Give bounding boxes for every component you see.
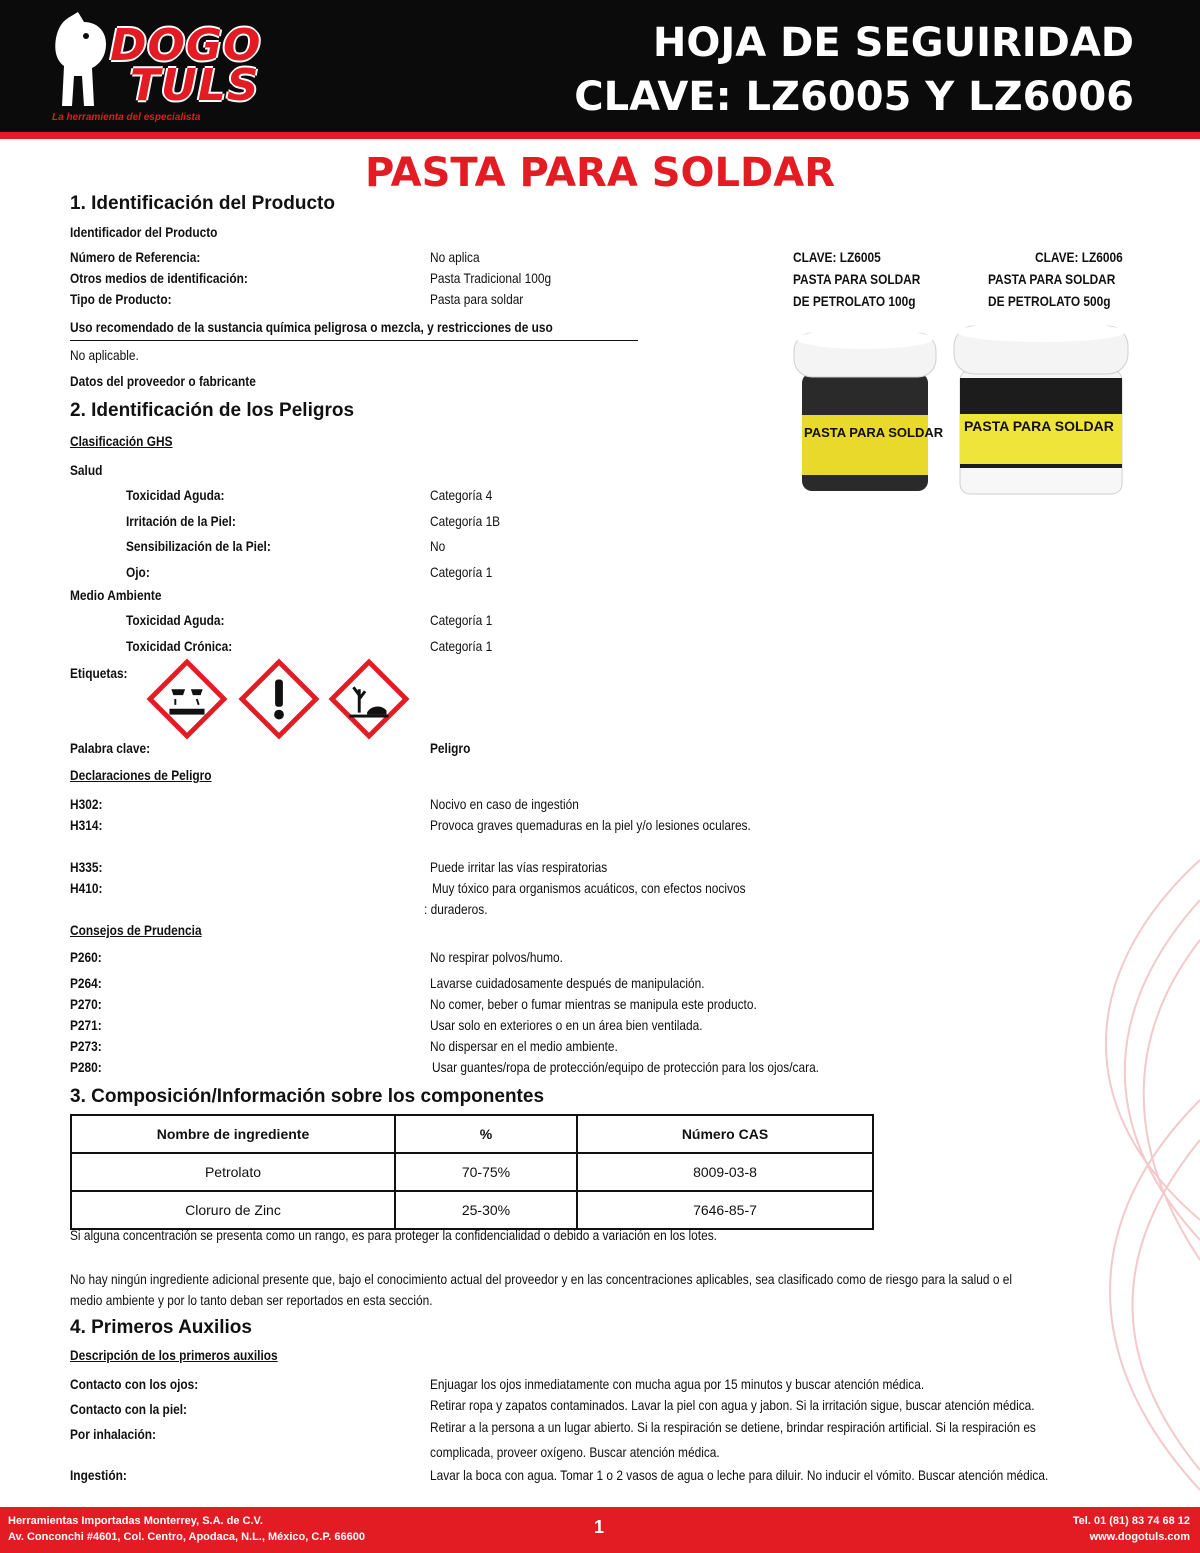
- logo-word-tuls: TULS: [130, 60, 260, 111]
- product-1-clave: CLAVE: LZ6005: [793, 249, 881, 265]
- s3-note-1: Si alguna concentración se presenta como un rango, es para proteger la confidencialidad o debido a variación en los lotes.: [70, 1227, 717, 1243]
- jar-1-label: PASTA PARA SOLDAR: [804, 425, 944, 440]
- s1-row-label: Otros medios de identificación:: [70, 270, 248, 286]
- s1-row-value: No aplica: [430, 249, 480, 265]
- table-cell: Petrolato: [71, 1153, 395, 1191]
- first-aid-label: Contacto con la piel:: [70, 1401, 188, 1417]
- hazard-code: H335:: [70, 859, 103, 875]
- s2-env-label: Toxicidad Crónica:: [126, 638, 233, 654]
- s2-labels: Etiquetas:: [70, 665, 128, 681]
- hazard-code: H410:: [70, 880, 103, 896]
- s2-env: Medio Ambiente: [70, 587, 162, 603]
- s2-signal-label: Palabra clave:: [70, 740, 151, 756]
- s2-health-value: No: [430, 538, 446, 554]
- product-1-line2: DE PETROLATO 100g: [793, 293, 916, 309]
- dog-logo-icon: [48, 10, 118, 114]
- s2-hazard-heading: Declaraciones de Peligro: [70, 767, 212, 783]
- precaution-code: P273:: [70, 1038, 102, 1054]
- table-row: [71, 1153, 873, 1191]
- s2-health-label: Sensibilización de la Piel:: [126, 538, 271, 554]
- s2-signal-value: Peligro: [430, 740, 471, 756]
- precaution-text: No respirar polvos/humo.: [430, 949, 563, 965]
- s1-row-value: Pasta para soldar: [430, 291, 524, 307]
- header-accent-strip: [0, 132, 1200, 139]
- s1-row-value: Pasta Tradicional 100g: [430, 270, 552, 286]
- page-title: PASTA PARA SOLDAR: [364, 150, 836, 196]
- table-header: Nombre de ingrediente: [71, 1115, 395, 1153]
- s1-row-label: Tipo de Producto:: [70, 291, 172, 307]
- s2-env-value: Categoría 1: [430, 612, 493, 628]
- precaution-code: P271:: [70, 1017, 102, 1033]
- s2-health-label: Ojo:: [126, 564, 150, 580]
- s2-precaution-heading: Consejos de Prudencia: [70, 922, 202, 938]
- first-aid-label: Contacto con los ojos:: [70, 1376, 199, 1392]
- product-2-line2: DE PETROLATO 500g: [988, 293, 1111, 309]
- first-aid-label: Por inhalación:: [70, 1426, 156, 1442]
- header-title-line1: HOJA DE SEGUIRIDAD: [652, 20, 1134, 66]
- header-title-line2: CLAVE: LZ6005 Y LZ6006: [574, 74, 1134, 120]
- precaution-text: Usar solo en exteriores o en un área bien ventilada.: [430, 1017, 703, 1033]
- exclamation-icon: [240, 660, 318, 738]
- section-4-title: 4. Primeros Auxilios: [70, 1317, 252, 1338]
- section-3-title: 3. Composición/Información sobre los componentes: [70, 1086, 545, 1107]
- page-footer: [0, 1507, 1200, 1553]
- section-1-title: 1. Identificación del Producto: [70, 193, 335, 214]
- s2-env-value: Categoría 1: [430, 638, 493, 654]
- hazard-code: H302:: [70, 796, 103, 812]
- table-cell: 8009-03-8: [577, 1153, 873, 1191]
- first-aid-label: Ingestión:: [70, 1467, 127, 1483]
- table-cell: 70-75%: [395, 1153, 577, 1191]
- s2-env-label: Toxicidad Aguda:: [126, 612, 225, 628]
- first-aid-text-continued: complicada, proveer oxígeno. Buscar atención médica.: [430, 1444, 720, 1460]
- logo-tagline: La herramienta del especialista: [52, 112, 201, 123]
- composition-table: [70, 1114, 874, 1230]
- page-number: 1: [594, 1517, 605, 1537]
- logo-word-dogo: DOGO: [110, 20, 262, 71]
- first-aid-text: Retirar ropa y zapatos contaminados. Lavar la piel con agua y jabon. Si la irritación sigue, buscar atención médica.: [430, 1397, 1035, 1413]
- s2-ghs: Clasificación GHS: [70, 433, 173, 449]
- product-1-line1: PASTA PARA SOLDAR: [793, 271, 921, 287]
- first-aid-text: Enjuagar los ojos inmediatamente con mucha agua por 15 minutos y buscar atención médica.: [430, 1376, 925, 1392]
- s1-row-label: Número de Referencia:: [70, 249, 201, 265]
- s2-health: Salud: [70, 462, 103, 478]
- environment-icon: [330, 660, 408, 738]
- precaution-text: Lavarse cuidadosamente después de manipulación.: [430, 975, 705, 991]
- s4-subtitle: Descripción de los primeros auxilios: [70, 1347, 278, 1363]
- footer-company: Herramientas Importadas Monterrey, S.A. de C.V.: [8, 1515, 263, 1527]
- corrosion-icon: [148, 660, 226, 738]
- table-cell: Cloruro de Zinc: [71, 1191, 395, 1229]
- decorative-background-lines: [940, 800, 1200, 1500]
- s1-use-value: No aplicable.: [70, 347, 139, 363]
- precaution-code: P260:: [70, 949, 102, 965]
- precaution-text: No dispersar en el medio ambiente.: [430, 1038, 618, 1054]
- hazard-code: H314:: [70, 817, 103, 833]
- footer-website: www.dogotuls.com: [1089, 1531, 1190, 1543]
- precaution-text: Usar guantes/ropa de protección/equipo de protección para los ojos/cara.: [432, 1059, 819, 1075]
- precaution-code: P264:: [70, 975, 102, 991]
- hazard-text: Provoca graves quemaduras en la piel y/o lesiones oculares.: [430, 817, 751, 833]
- precaution-code: P270:: [70, 996, 102, 1012]
- hazard-text: Muy tóxico para organismos acuáticos, con efectos nocivos: [432, 880, 746, 896]
- footer-address: Av. Conconchi #4601, Col. Centro, Apodaca, N.L., México, C.P. 66600: [8, 1531, 365, 1543]
- product-2-line1: PASTA PARA SOLDAR: [988, 271, 1116, 287]
- product-jar-500g: [950, 318, 1132, 498]
- s2-health-value: Categoría 1: [430, 564, 493, 580]
- hazard-text: Nocivo en caso de ingestión: [430, 796, 579, 812]
- table-header: %: [395, 1115, 577, 1153]
- s1-supplier: Datos del proveedor o fabricante: [70, 373, 256, 389]
- s1-subtitle: Identificador del Producto: [70, 224, 218, 240]
- s2-health-value: Categoría 1B: [430, 513, 501, 529]
- table-row: [71, 1191, 873, 1229]
- divider: [70, 340, 638, 341]
- precaution-code: P280:: [70, 1059, 102, 1075]
- jar-2-label: PASTA PARA SOLDAR: [964, 418, 1114, 434]
- first-aid-text: Retirar a la persona a un lugar abierto. Si la respiración se detiene, brindar respiración artificial. Si la respiración es: [430, 1419, 1036, 1435]
- precaution-text: No comer, beber o fumar mientras se manipula este producto.: [430, 996, 757, 1012]
- hazard-text: Puede irritar las vías respiratorias: [430, 859, 608, 875]
- s2-health-value: Categoría 4: [430, 487, 493, 503]
- table-header: Número CAS: [577, 1115, 873, 1153]
- footer-phone: Tel. 01 (81) 83 74 68 12: [1072, 1515, 1190, 1527]
- product-2-clave: CLAVE: LZ6006: [1035, 249, 1123, 265]
- page-header: [0, 0, 1200, 132]
- first-aid-text: Lavar la boca con agua. Tomar 1 o 2 vasos de agua o leche para diluir. No inducir el vómito. Buscar atención médica.: [430, 1467, 1049, 1483]
- table-cell: 7646-85-7: [577, 1191, 873, 1229]
- s2-health-label: Toxicidad Aguda:: [126, 487, 225, 503]
- section-2-title: 2. Identificación de los Peligros: [70, 400, 355, 421]
- table-cell: 25-30%: [395, 1191, 577, 1229]
- s1-use-heading: Uso recomendado de la sustancia química peligrosa o mezcla, y restricciones de uso: [70, 319, 553, 335]
- hazard-text-continued: : duraderos.: [424, 901, 488, 917]
- table-header-row: [71, 1115, 873, 1153]
- s3-note-2a: No hay ningún ingrediente adicional presente que, bajo el conocimiento actual del proveedor y en las concentraciones aplicables, sea clasificado como de riesgo para la salud o el: [70, 1271, 1013, 1287]
- s3-note-2b: medio ambiente y por lo tanto deban ser reportados en esta sección.: [70, 1292, 433, 1308]
- s2-health-label: Irritación de la Piel:: [126, 513, 236, 529]
- product-jar-100g: [790, 325, 944, 495]
